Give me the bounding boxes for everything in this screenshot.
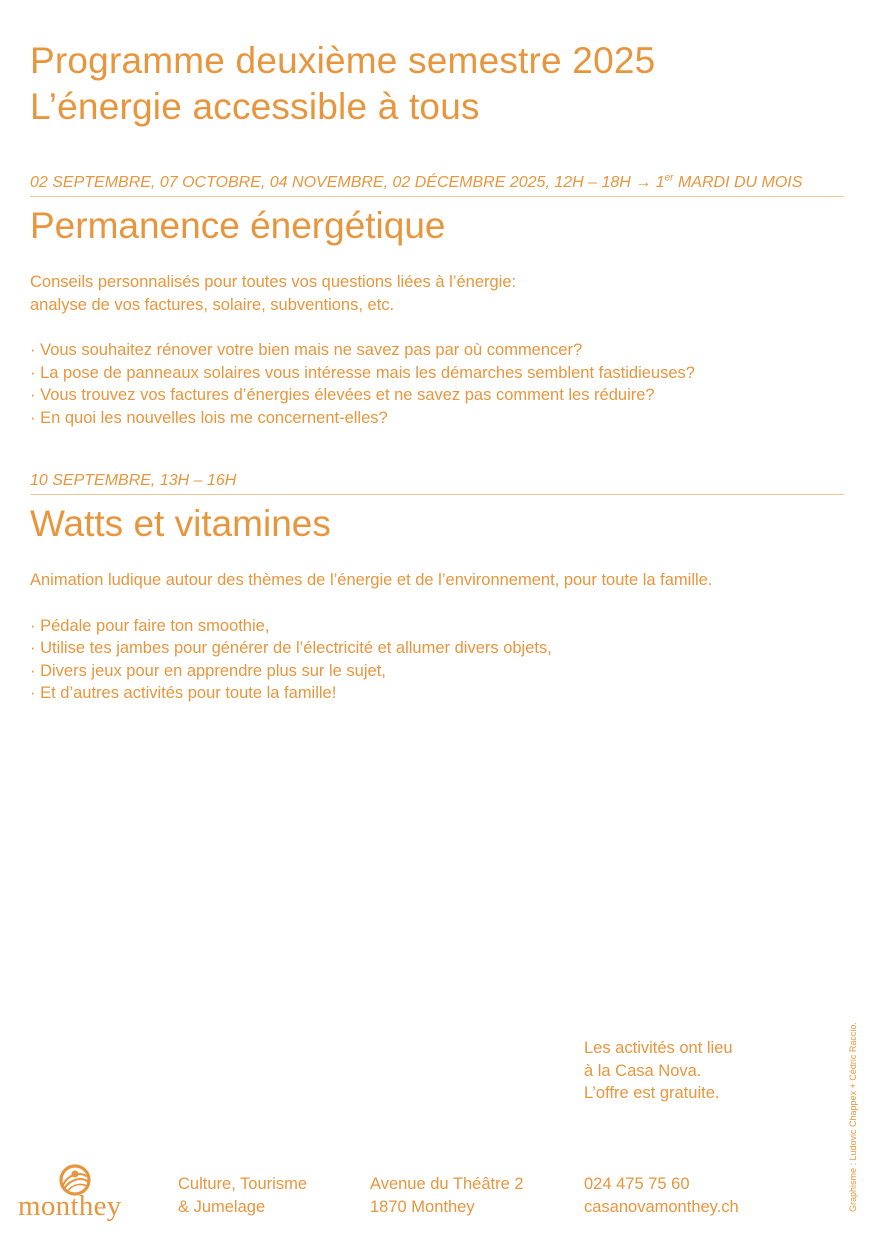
event-title: Watts et vitamines [30,503,331,544]
event-date: 10 SEPTEMBRE, 13H – 16H [30,470,844,495]
event-bullet-list [30,339,844,429]
address-line-2: 1870 Monthey [370,1198,475,1216]
event-permanence [30,172,844,429]
org-line-1: Culture, Tourisme [178,1175,307,1193]
event-intro-line-1: Conseils personnalisés pour toutes vos questions liées à l’énergie: [30,273,517,291]
recurrence-prefix: → 1 [635,174,665,191]
list-item: · La pose de panneaux solaires vous intéresse mais les démarches semblent fastidieuses? [30,362,844,385]
design-credit: Graphisme : Ludovic Chappex + Cédric Raccio. [848,1022,858,1212]
recurrence-suffix: MARDI DU MOIS [673,174,803,191]
list-item: · Utilise tes jambes pour générer de l’électricité et allumer divers objets, [30,637,844,660]
event-date [30,172,844,197]
list-item: · Pédale pour faire ton smoothie, [30,615,844,638]
event-intro-line-2: analyse de vos factures, solaire, subventions, etc. [30,295,395,314]
logo-wordmark: monthey [18,1190,122,1222]
title-line-2: L’énergie accessible à tous [30,86,480,127]
list-item: · Et d’autres activités pour toute la famille! [30,682,844,705]
list-item: · Vous souhaitez rénover votre bien mais ne savez pas par où commencer? [30,339,844,362]
phone-number: 024 475 75 60 [584,1175,690,1193]
footer-organisation [178,1173,307,1219]
title-line-1: Programme deuxième semestre 2025 [30,40,656,81]
event-date-text: 02 SEPTEMBRE, 07 OCTOBRE, 04 NOVEMBRE, 02 DÉCEMBRE 2025, 12H – 18H [30,174,631,191]
website-link[interactable]: casanovamonthey.ch [584,1198,739,1216]
footer-contact [584,1173,739,1219]
footer-address [370,1173,524,1219]
event-watts-vitamines [30,470,844,705]
event-intro [30,271,844,316]
event-bullet-list [30,615,844,705]
venue-line-1: Les activités ont lieu [584,1039,733,1057]
list-item: · En quoi les nouvelles lois me concernent-elles? [30,407,844,430]
event-title: Permanence énergétique [30,205,446,246]
page-title [30,38,655,130]
org-line-2: & Jumelage [178,1198,266,1216]
venue-line-2: à la Casa Nova. [584,1061,702,1080]
venue-line-3: L’offre est gratuite. [584,1084,720,1102]
monthey-logo [18,1163,133,1225]
address-line-1: Avenue du Théâtre 2 [370,1175,524,1193]
venue-info [584,1037,733,1105]
recurrence-sup: er [664,172,674,184]
list-item: · Vous trouvez vos factures d’énergies élevées et ne savez pas comment les réduire? [30,384,844,407]
list-item: · Divers jeux pour en apprendre plus sur le sujet, [30,660,844,683]
event-intro: Animation ludique autour des thèmes de l’énergie et de l’environnement, pour toute la famille. [30,571,713,589]
